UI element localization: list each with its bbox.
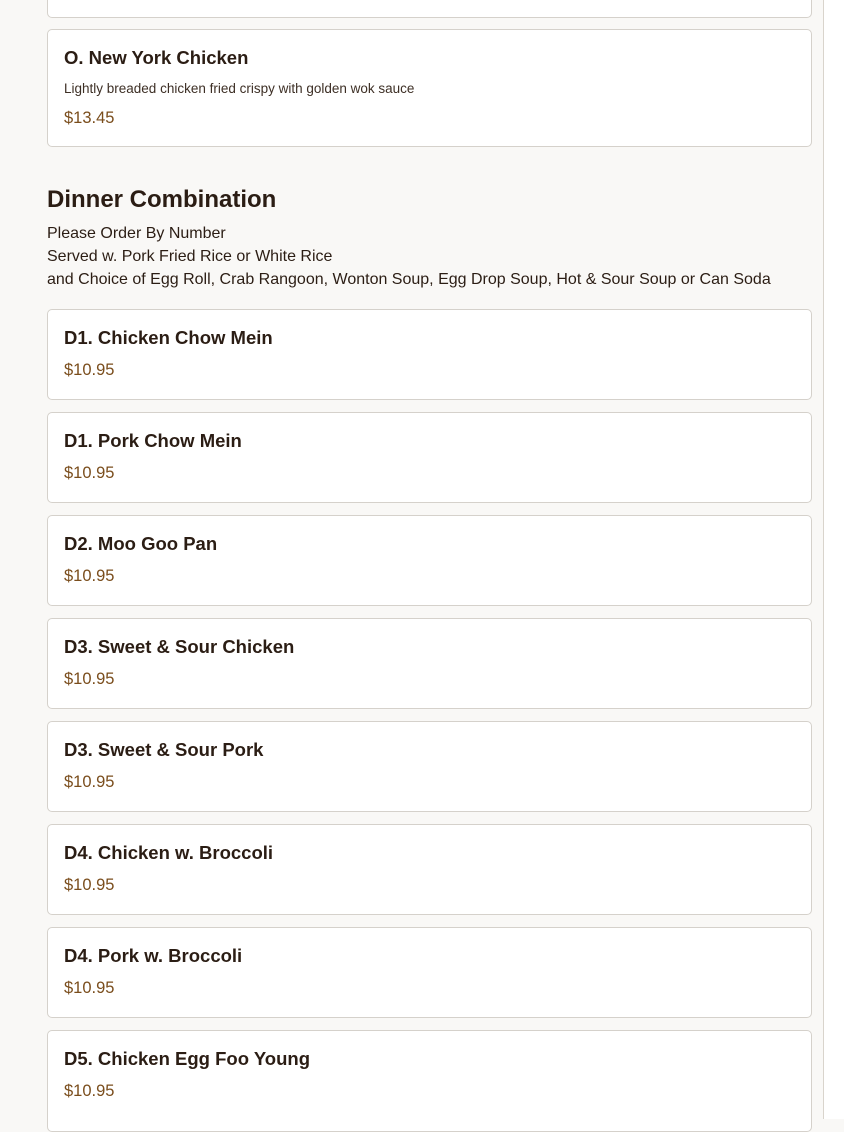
menu-item-price: $10.95 [64,979,115,997]
menu-item-price: $10.95 [64,464,115,482]
menu-item-card[interactable] [47,927,812,1018]
menu-item-card[interactable] [47,29,812,147]
menu-item-card[interactable] [47,618,812,709]
menu-item-card[interactable] [47,721,812,812]
menu-item-name: O. New York Chicken [64,47,249,68]
menu-item-price: $10.95 [64,670,115,688]
menu-item-price: $10.95 [64,773,115,791]
menu-item-card[interactable] [47,1030,812,1132]
menu-item-price: $10.95 [64,1082,115,1100]
menu-item-card[interactable] [47,309,812,400]
menu-item-name: D4. Chicken w. Broccoli [64,842,274,863]
section-note: Served w. Pork Fried Rice or White Rice [47,248,333,265]
menu-item-name: D4. Pork w. Broccoli [64,945,243,966]
menu-item-name: D5. Chicken Egg Foo Young [64,1048,310,1069]
menu-item-card[interactable] [47,824,812,915]
menu-item-name: D1. Pork Chow Mein [64,430,242,451]
menu-item-price: $10.95 [64,876,115,894]
menu-item-name: D2. Moo Goo Pan [64,533,218,554]
menu-item-card[interactable] [47,412,812,503]
menu-item-price: $10.95 [64,361,115,379]
menu-item-name: D1. Chicken Chow Mein [64,327,273,348]
menu-item-name: D3. Sweet & Sour Pork [64,739,264,760]
menu-item-price: $10.95 [64,567,115,585]
section-note: Please Order By Number [47,225,226,242]
menu-item-card[interactable] [47,515,812,606]
section-note: and Choice of Egg Roll, Crab Rangoon, Wonton Soup, Egg Drop Soup, Hot & Sour Soup or Can Soda [47,271,771,288]
menu-item-name: D3. Sweet & Sour Chicken [64,636,295,657]
side-panel-edge [824,0,844,1119]
section-title: Dinner Combination [47,186,277,213]
menu-item-card-partial[interactable] [47,0,812,18]
menu-item-price: $13.45 [64,109,115,127]
menu-item-description: Lightly breaded chicken fried crispy with golden wok sauce [64,81,415,96]
